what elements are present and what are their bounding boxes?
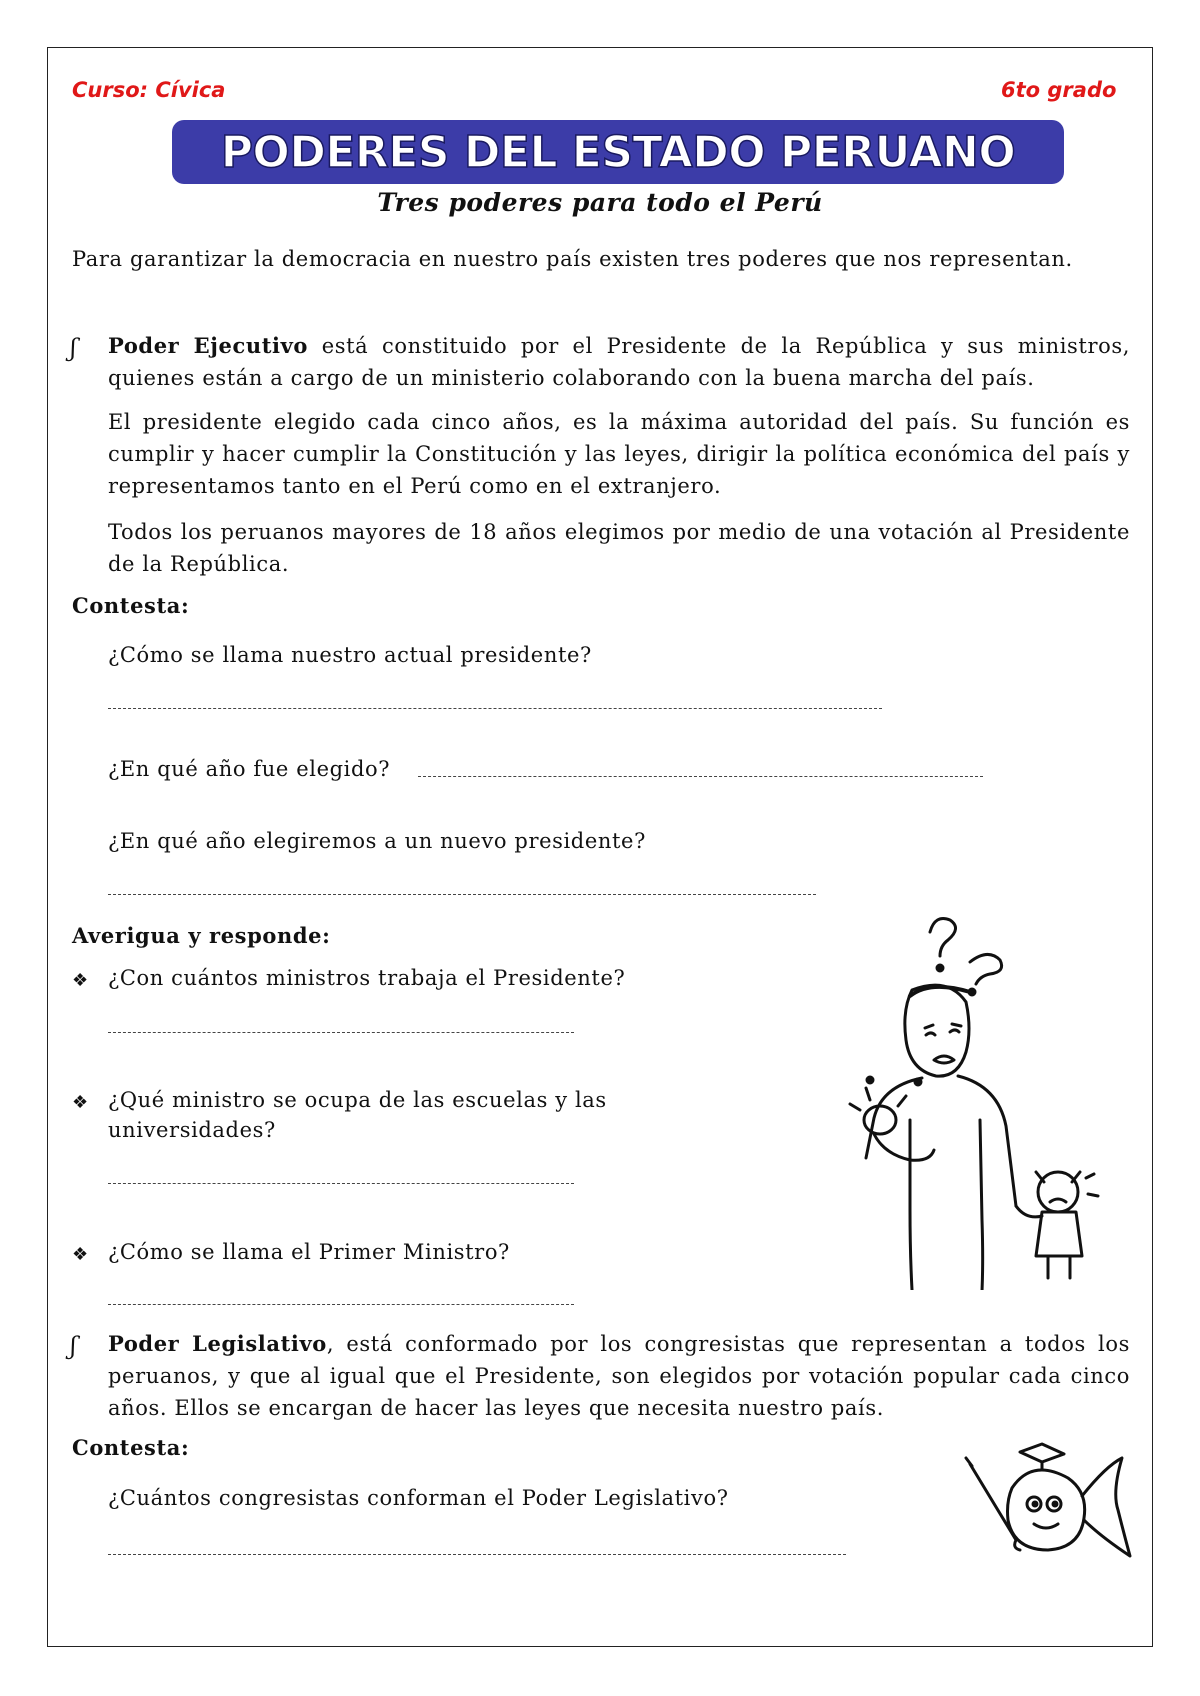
fish-graduate-illustration bbox=[962, 1442, 1132, 1572]
question-education-minister-1: ¿Qué ministro se ocupa de las escuelas y las bbox=[108, 1088, 607, 1112]
contesta-heading-2: Contesta: bbox=[72, 1435, 190, 1460]
intro-text: Para garantizar la democracia en nuestro país existen tres poderes que nos representan. bbox=[72, 247, 1073, 271]
page-subtitle: Tres poderes para todo el Perú bbox=[377, 188, 823, 217]
diamond-bullet-icon: ❖ bbox=[72, 970, 89, 991]
answer-line[interactable] bbox=[108, 1554, 846, 1555]
answer-line[interactable] bbox=[108, 1183, 574, 1184]
question-president-name: ¿Cómo se llama nuestro actual presidente? bbox=[108, 643, 592, 667]
legislativo-text: , está conformado por los congresistas que representan a todos los peruanos, y que al igual que el Presidente, son elegidos por votación popular cada cinco años. Ellos se encargan de hacer las leyes que necesita nuestro país. bbox=[108, 1332, 1130, 1420]
ejecutivo-paragraph-2: El presidente elegido cada cinco años, es la máxima autoridad del país. Su función es cumplir y hacer cumplir la Constitución y las leyes, dirigir la política económica del país y representamos tanto en el Perú como en el extranjero. bbox=[108, 410, 1130, 498]
answer-line[interactable] bbox=[108, 708, 882, 709]
answer-line[interactable] bbox=[108, 1304, 574, 1305]
question-election-year: ¿En qué año fue elegido? bbox=[108, 757, 391, 781]
answer-line[interactable] bbox=[108, 1032, 574, 1033]
father-children-illustration bbox=[830, 910, 1100, 1290]
bullet-mark-icon: ʃ bbox=[70, 1332, 77, 1360]
ejecutivo-term: Poder Ejecutivo bbox=[108, 333, 308, 358]
legislativo-term: Poder Legislativo bbox=[108, 1331, 327, 1356]
answer-line[interactable] bbox=[108, 894, 816, 895]
page-title: PODERES DEL ESTADO PERUANO bbox=[220, 126, 1016, 178]
question-congress-count: ¿Cuántos congresistas conforman el Poder Legislativo? bbox=[108, 1486, 729, 1510]
averigua-heading: Averigua y responde: bbox=[72, 923, 331, 948]
bullet-mark-icon: ʃ bbox=[70, 334, 77, 362]
question-education-minister-2: universidades? bbox=[108, 1118, 276, 1142]
diamond-bullet-icon: ❖ bbox=[72, 1092, 89, 1113]
diamond-bullet-icon: ❖ bbox=[72, 1244, 89, 1265]
contesta-heading: Contesta: bbox=[72, 593, 190, 618]
title-banner bbox=[172, 120, 1064, 184]
question-ministers-count: ¿Con cuántos ministros trabaja el Presidente? bbox=[108, 966, 626, 990]
ejecutivo-text: está constituido por el Presidente de la República y sus ministros, quienes están a cargo de un ministerio colaborando con la buena marcha del país. bbox=[108, 334, 1130, 390]
ejecutivo-paragraph-3: Todos los peruanos mayores de 18 años elegimos por medio de una votación al Presidente de la República. bbox=[108, 520, 1130, 576]
intro-paragraph bbox=[72, 243, 1094, 275]
question-prime-minister: ¿Cómo se llama el Primer Ministro? bbox=[108, 1240, 510, 1264]
answer-line[interactable] bbox=[418, 776, 983, 777]
ejecutivo-paragraph bbox=[108, 330, 1130, 394]
course-label: Curso: Cívica bbox=[72, 78, 226, 102]
question-next-election: ¿En qué año elegiremos a un nuevo presidente? bbox=[108, 829, 646, 853]
grade-label: 6to grado bbox=[1001, 78, 1117, 102]
legislativo-paragraph bbox=[108, 1328, 1130, 1424]
